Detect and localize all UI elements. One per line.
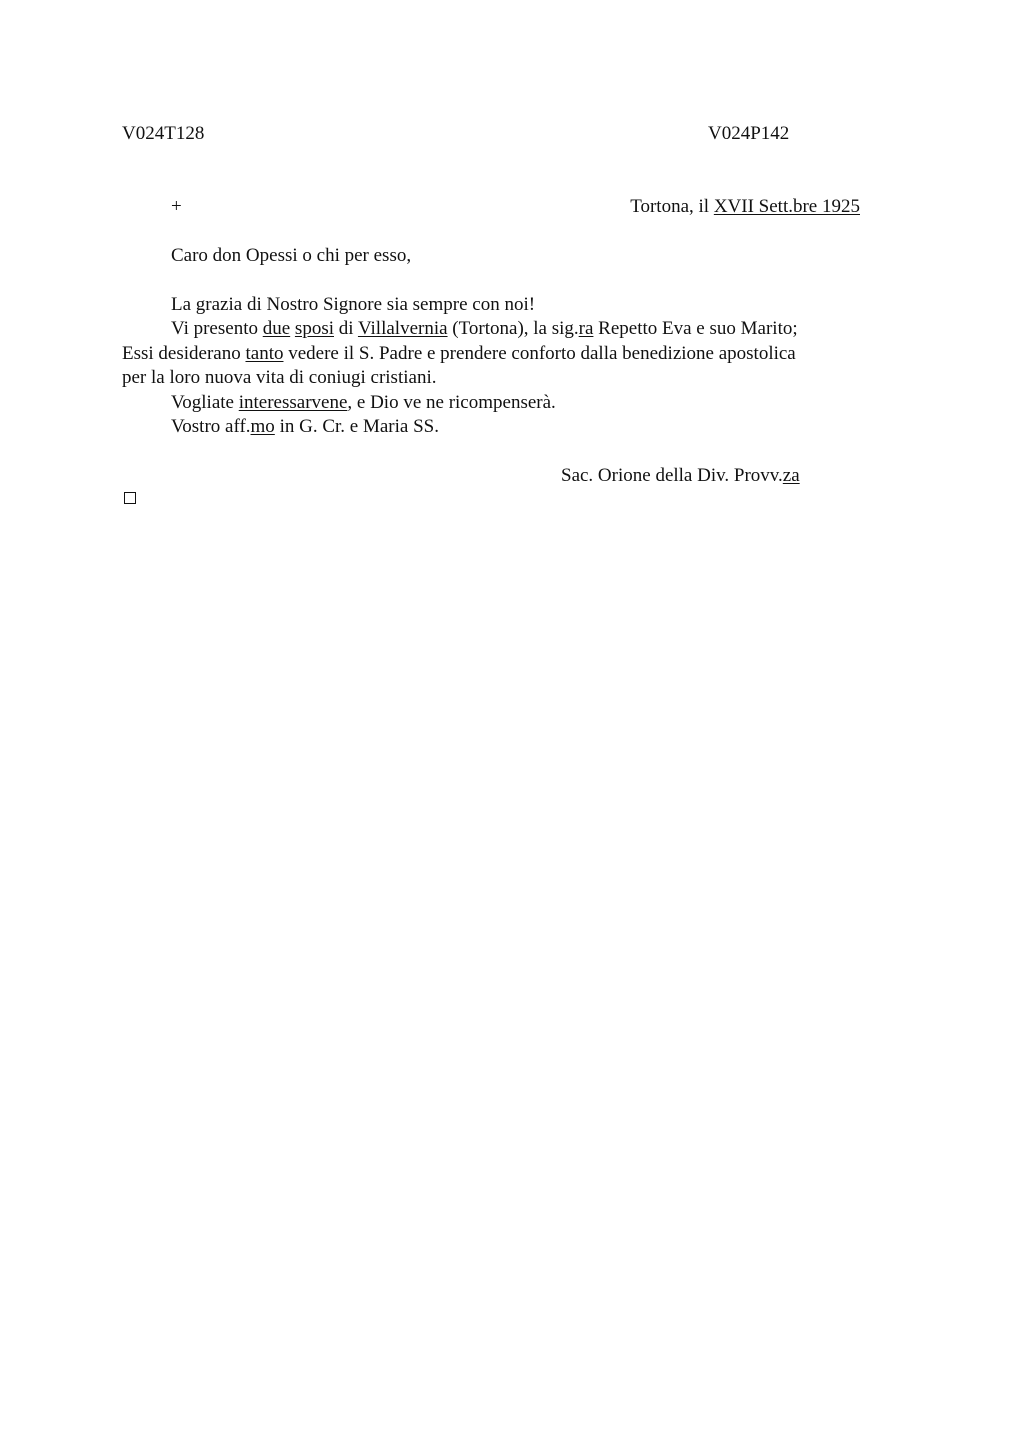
- body-line-4: per la loro nuova vita di coniugi cristiani.: [122, 367, 437, 388]
- underlined-word: Villalvernia: [357, 318, 448, 339]
- underlined-word: ra: [578, 318, 594, 339]
- closing-line: [171, 415, 439, 439]
- text-span: Vogliate: [171, 392, 239, 413]
- signature: [561, 464, 800, 488]
- text-span: vedere il S. Padre e prendere conforto dalla benedizione apostolica: [283, 343, 796, 364]
- date-underlined: XVII Sett.bre 1925: [713, 196, 860, 217]
- body-line-2: [171, 317, 798, 341]
- text-span: in G. Cr. e Maria SS.: [274, 416, 439, 437]
- text-span: Vi presento: [171, 318, 263, 339]
- underlined-word: mo: [250, 416, 275, 437]
- body-line-1: La grazia di Nostro Signore sia sempre con noi!: [171, 294, 536, 315]
- text-span: Vostro aff.: [171, 416, 251, 437]
- document-code-right: V024P142: [708, 123, 790, 144]
- underlined-word: interessarvene: [238, 392, 348, 413]
- letter-date: [630, 195, 860, 219]
- cross-mark: +: [171, 196, 182, 217]
- document-code-left: V024T128: [122, 123, 205, 144]
- underlined-word: tanto: [245, 343, 284, 364]
- underlined-word: due: [262, 318, 291, 339]
- text-span: Essi desiderano: [122, 343, 246, 364]
- empty-square-icon: [124, 492, 136, 504]
- salutation: Caro don Opessi o chi per esso,: [171, 245, 412, 266]
- body-line-3: [122, 342, 796, 366]
- underlined-word: za: [782, 465, 800, 486]
- date-prefix: Tortona, il: [630, 196, 714, 217]
- text-span: (Tortona), la sig.: [447, 318, 579, 339]
- text-span: Repetto Eva e suo Marito;: [593, 318, 798, 339]
- underlined-word: sposi: [294, 318, 334, 339]
- text-span: , e Dio ve ne ricompenserà.: [347, 392, 556, 413]
- text-span: di: [334, 318, 358, 339]
- body-line-5: [171, 391, 556, 415]
- signature-text: Sac. Orione della Div. Provv.: [561, 465, 783, 486]
